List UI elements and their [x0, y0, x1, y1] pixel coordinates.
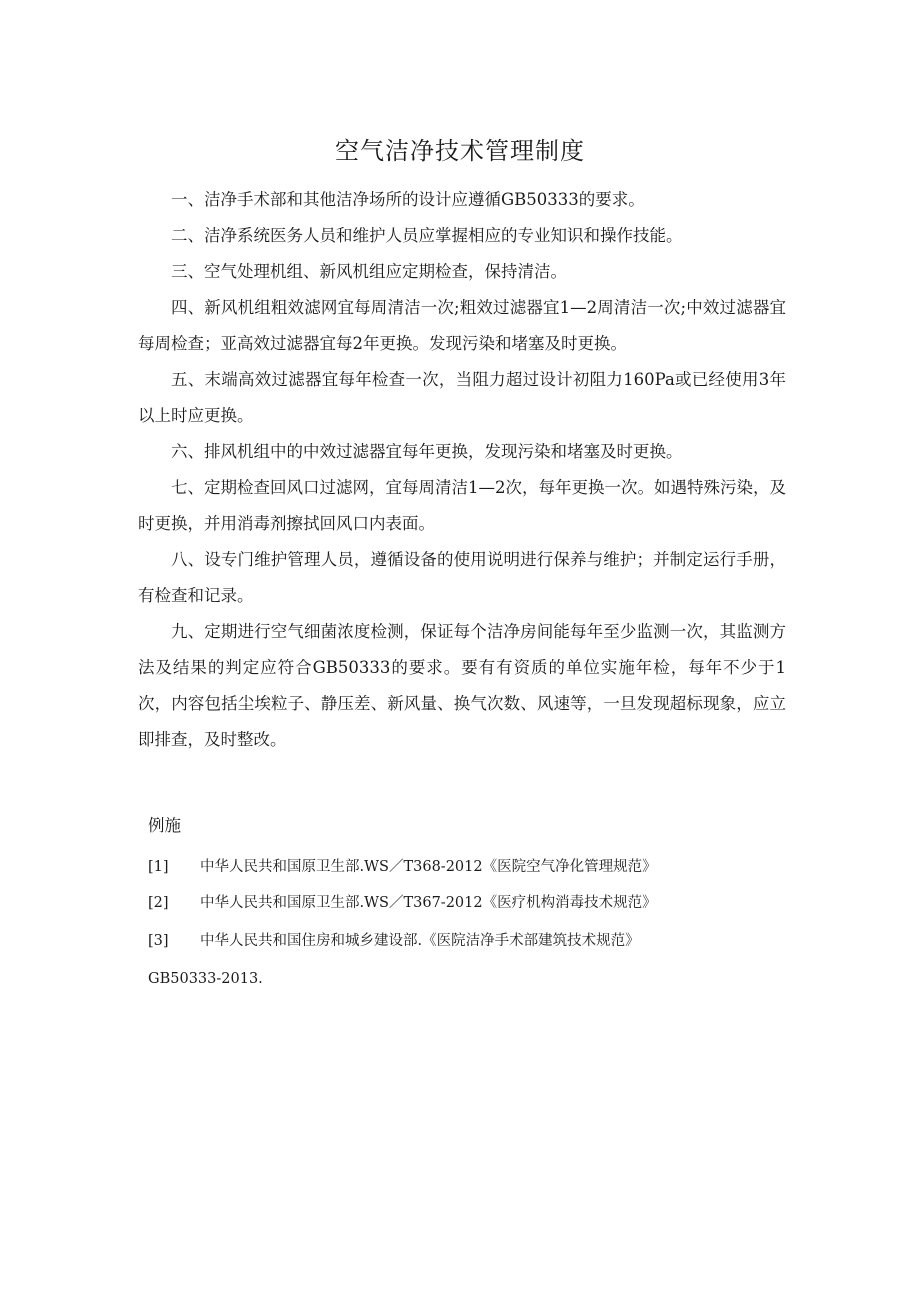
reference-text: 中华人民共和国原卫生部.WS／T368-2012《医院空气净化管理规范》	[200, 859, 657, 875]
reference-text: 中华人民共和国住房和城乡建设部.《医院洁净手术部建筑技术规范》	[200, 933, 640, 949]
paragraph-6: 六、排风机组中的中效过滤器宜每年更换，发现污染和堵塞及时更换。	[171, 442, 683, 461]
paragraph-5: 五、末端高效过滤器宜每年检查一次，当阻力超过设计初阻力160Pa或已经使用3年以上时应更换。	[138, 370, 786, 425]
reference-text: 中华人民共和国原卫生部.WS／T367-2012《医疗机构消毒技术规范》	[200, 895, 657, 911]
document-body	[138, 182, 786, 758]
paragraph-8: 八、设专门维护管理人员，遵循设备的使用说明进行保养与维护；并制定运行手册，有检查和记录。	[138, 550, 786, 605]
paragraph-9: 九、定期进行空气细菌浓度检测，保证每个洁净房间能每年至少监测一次，其监测方法及结果的判定应符合GB50333的要求。要有有资质的单位实施年检，每年不少于1次，内容包括尘埃粒子、静压差、新风量、换气次数、风速等，一旦发现超标现象，应立即排查，及时整改。	[138, 622, 786, 749]
references-heading: 例施	[148, 816, 181, 835]
paragraph-2: 二、洁净系统医务人员和维护人员应掌握相应的专业知识和操作技能。	[171, 226, 683, 245]
reference-number: [3]	[148, 933, 169, 949]
paragraph-3: 三、空气处理机组、新风机组应定期检查，保持清洁。	[171, 262, 567, 281]
paragraph-1: 一、洁净手术部和其他洁净场所的设计应遵循GB50333的要求。	[171, 190, 645, 209]
reference-item	[148, 930, 640, 952]
document-title: 空气洁净技术管理制度	[335, 137, 585, 165]
reference-item	[148, 856, 657, 878]
paragraph-7: 七、定期检查回风口过滤网，宜每周清洁1—2次，每年更换一次。如遇特殊污染，及时更换，并用消毒剂擦拭回风口内表面。	[138, 478, 786, 533]
reference-number: [2]	[148, 895, 169, 911]
reference-item	[148, 892, 657, 914]
reference-continuation: GB50333-2013.	[148, 971, 263, 987]
paragraph-4: 四、新风机组粗效滤网宜每周清洁一次;粗效过滤器宜1—2周清洁一次;中效过滤器宜每周检查；亚高效过滤器宜每2年更换。发现污染和堵塞及时更换。	[138, 298, 786, 353]
reference-number: [1]	[148, 859, 169, 875]
